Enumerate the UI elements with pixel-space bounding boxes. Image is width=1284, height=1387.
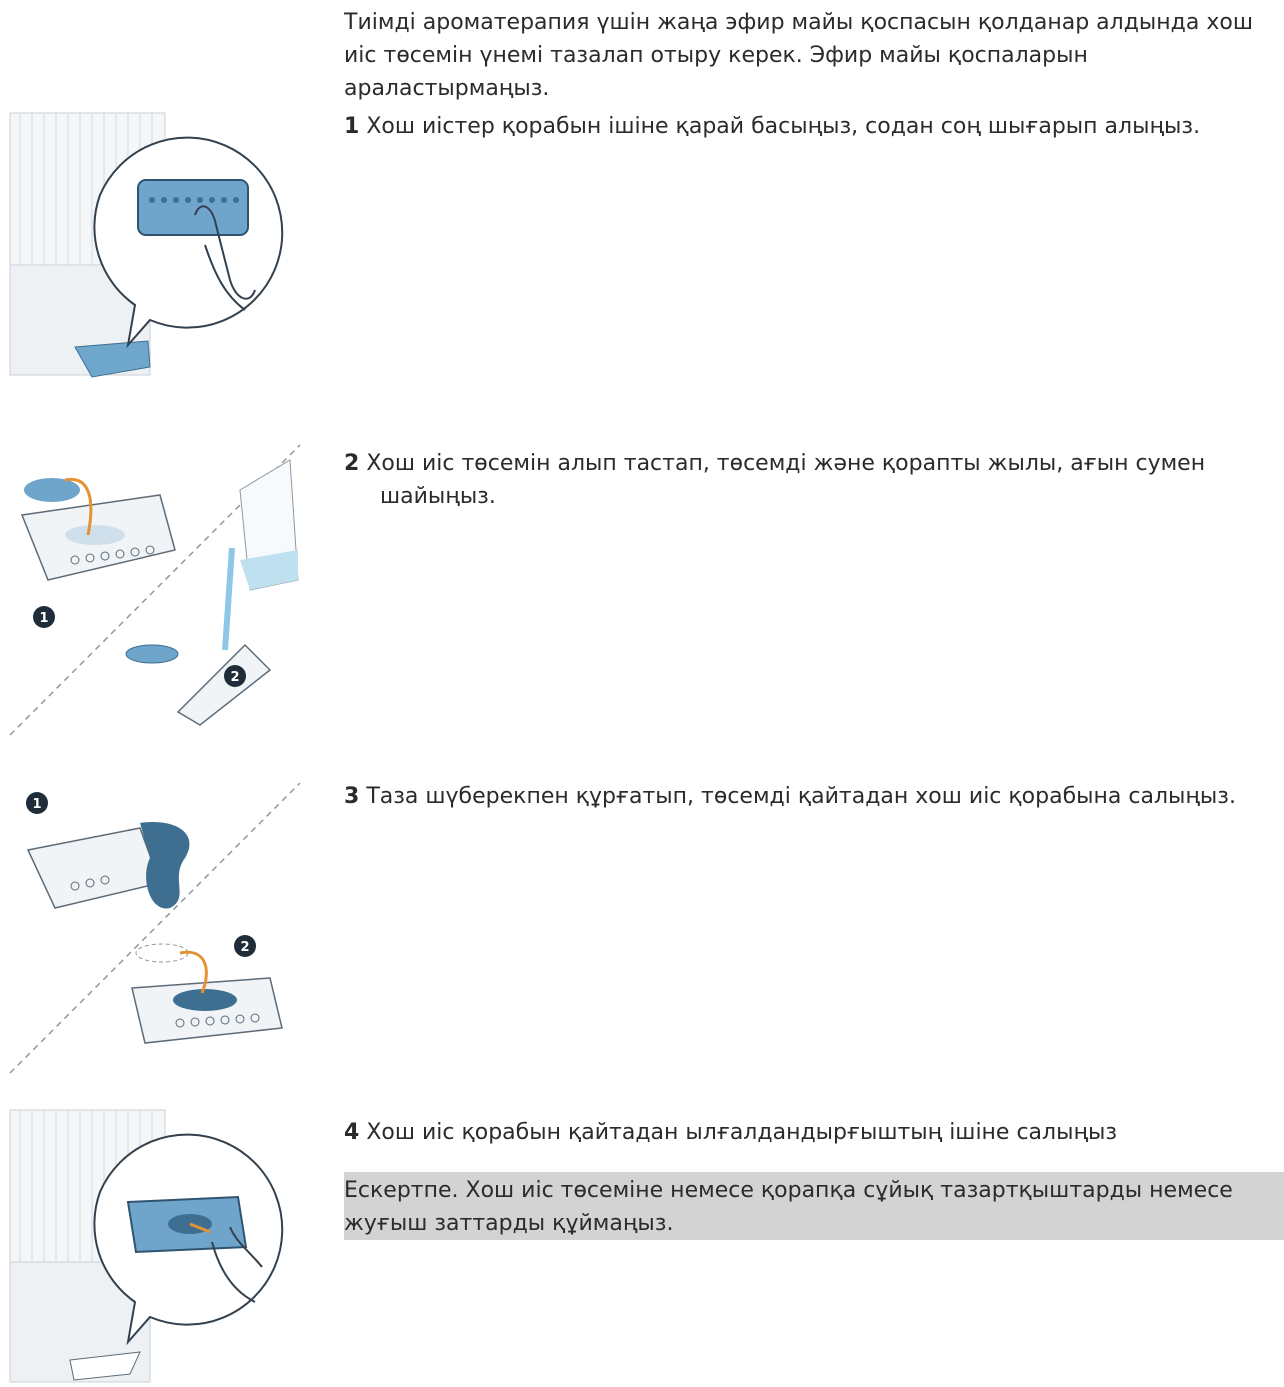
svg-text:2: 2: [230, 670, 240, 685]
step-2-text-continued: шайыңыз.: [380, 484, 496, 509]
aroma-box-icon: [22, 478, 175, 580]
aroma-box-pad-icon: [132, 944, 282, 1043]
step-3-number: 3: [344, 784, 360, 809]
illustration-reinsert-box: [0, 1102, 320, 1387]
step-1: [344, 110, 1274, 143]
illustration-dry-pad: [0, 778, 320, 1078]
step-4-number: 4: [344, 1120, 360, 1145]
svg-text:1: 1: [32, 797, 42, 812]
illustration-press-aroma-box: [0, 105, 320, 390]
illustration-rinse-pad: [0, 440, 320, 740]
intro-paragraph: Тиімді ароматерапия үшін жаңа эфир майы қоспасын қолданар алдында хош иіс төсемін үнемі тазалап отыру керек. Эфир майы қоспаларын араластырмаңыз.: [344, 10, 1253, 101]
badge-1-icon: [26, 792, 48, 814]
pad-icon: [126, 645, 178, 663]
warning-note: Ескертпе. Хош иіс төсеміне немесе қорапқа сұйық тазартқыштарды немесе жуғыш заттарды құймаңыз.: [344, 1172, 1284, 1240]
step-1-text: Хош иістер қорабын ішіне қарай басыңыз, содан соң шығарып алыңыз.: [366, 114, 1201, 139]
step-2-text: Хош иіс төсемін алып тастап, төсемді және қорапты жылы, ағын сумен: [366, 451, 1206, 476]
step-3-text: Таза шүберекпен құрғатып, төсемді қайтадан хош иіс қорабына салыңыз.: [366, 784, 1236, 809]
badge-2-icon: [234, 935, 256, 957]
step-2-number: 2: [344, 451, 360, 476]
svg-text:2: 2: [240, 940, 250, 955]
step-4: [344, 1116, 1244, 1149]
badge-1-icon: [33, 606, 55, 628]
step-1-number: 1: [344, 114, 360, 139]
step-3: [344, 780, 1284, 813]
step-4-text: Хош иіс қорабын қайтадан ылғалдандырғыштың ішіне салыңыз: [366, 1120, 1118, 1145]
badge-2-icon: [224, 665, 246, 687]
svg-text:1: 1: [39, 611, 49, 626]
cloth-wipe-icon: [28, 822, 189, 908]
step-2: [344, 447, 1244, 513]
